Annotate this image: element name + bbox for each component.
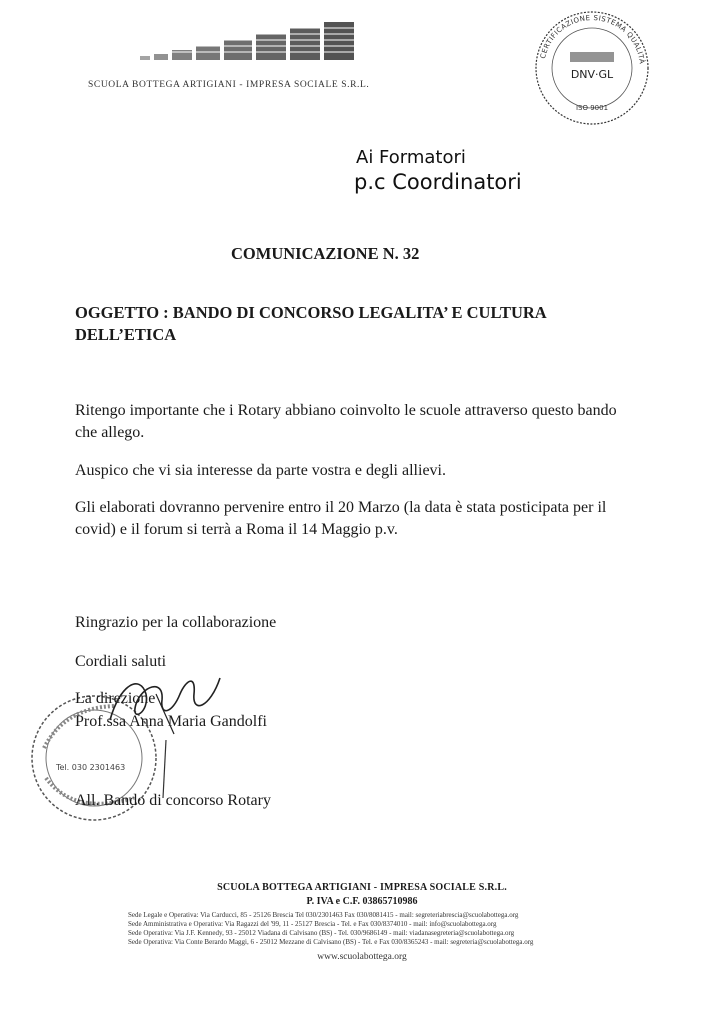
subject-heading — [75, 302, 595, 346]
school-logo-graphic — [140, 20, 355, 76]
footer-vat-number: P. IVA e C.F. 03865710986 — [306, 896, 418, 907]
recipient-primary: Ai Formatori — [356, 147, 466, 168]
footer-address-line: Sede Operativa: Via Conte Berardo Maggi, 6 - 25012 Mezzane di Calvisano (BS) - Tel. e Fax 030/8365243 - mail: segreteria@scuolabottega.org — [128, 938, 534, 946]
footer-website-link[interactable]: www.scuolabottega.org — [317, 952, 407, 962]
cert-standard: ISO 9001 — [575, 104, 609, 112]
recipient-cc: p.c Coordinatori — [354, 170, 522, 194]
greetings-line: Cordiali saluti — [75, 653, 167, 670]
signature-role: La direzione — [75, 690, 156, 707]
body-line: che allego. — [75, 424, 145, 441]
footer-company-name: SCUOLA BOTTEGA ARTIGIANI - IMPRESA SOCIALE S.R.L. — [217, 882, 507, 893]
thanks-line: Ringrazio per la collaborazione — [75, 614, 277, 631]
body-line: Gli elaborati dovranno pervenire entro il 20 Marzo (la data è stata posticipata per il — [75, 499, 607, 516]
handwritten-signature — [100, 664, 240, 748]
subject-line: OGGETTO : BANDO DI CONCORSO LEGALITA’ E CULTURA — [75, 303, 547, 322]
body-paragraph-3 — [75, 497, 635, 541]
dnv-gl-certification-seal — [530, 6, 654, 130]
cert-mark: DNV·GL — [570, 68, 614, 81]
body-paragraph-1 — [75, 400, 635, 444]
company-logo-text: SCUOLA BOTTEGA ARTIGIANI - IMPRESA SOCIALE S.R.L. — [88, 80, 370, 90]
stamp-text: Tel. 030 2301463 — [56, 763, 126, 772]
footer-address-line: Sede Legale e Operativa: Via Carducci, 85 - 25126 Brescia Tel 030/2301463 Fax 030/8081415 - mail: segreteriabrescia@scuolabottega.org — [128, 911, 519, 919]
footer-address-line: Sede Amministrativa e Operativa: Via Ragazzi del '99, 11 - 25127 Brescia - Tel. e Fax 030/8374010 - mail: info@scuolabottega.org — [128, 920, 497, 928]
attachment-note: All. Bando di concorso Rotary — [75, 792, 271, 809]
signatory-name: Prof.ssa Anna Maria Gandolfi — [75, 713, 267, 730]
subject-line: DELL’ETICA — [75, 325, 177, 344]
signature-stroke — [160, 740, 170, 800]
body-line: Ritengo importante che i Rotary abbiano coinvolto le scuole attraverso questo bando — [75, 402, 617, 419]
body-line: covid) e il forum si terrà a Roma il 14 Maggio p.v. — [75, 521, 398, 538]
communication-title: COMUNICAZIONE N. 32 — [231, 244, 420, 263]
body-paragraph-2: Auspico che vi sia interesse da parte vostra e degli allievi. — [75, 462, 446, 479]
cert-ring-text: CERTIFICAZIONE SISTEMA QUALITÀ — [538, 13, 646, 65]
footer-address-line: Sede Operativa: Via J.F. Kennedy, 93 - 25012 Viadana di Calvisano (BS) - Tel. 030/9686149 - mail: viadanasegreteria@scuolabottega.org — [128, 929, 515, 937]
